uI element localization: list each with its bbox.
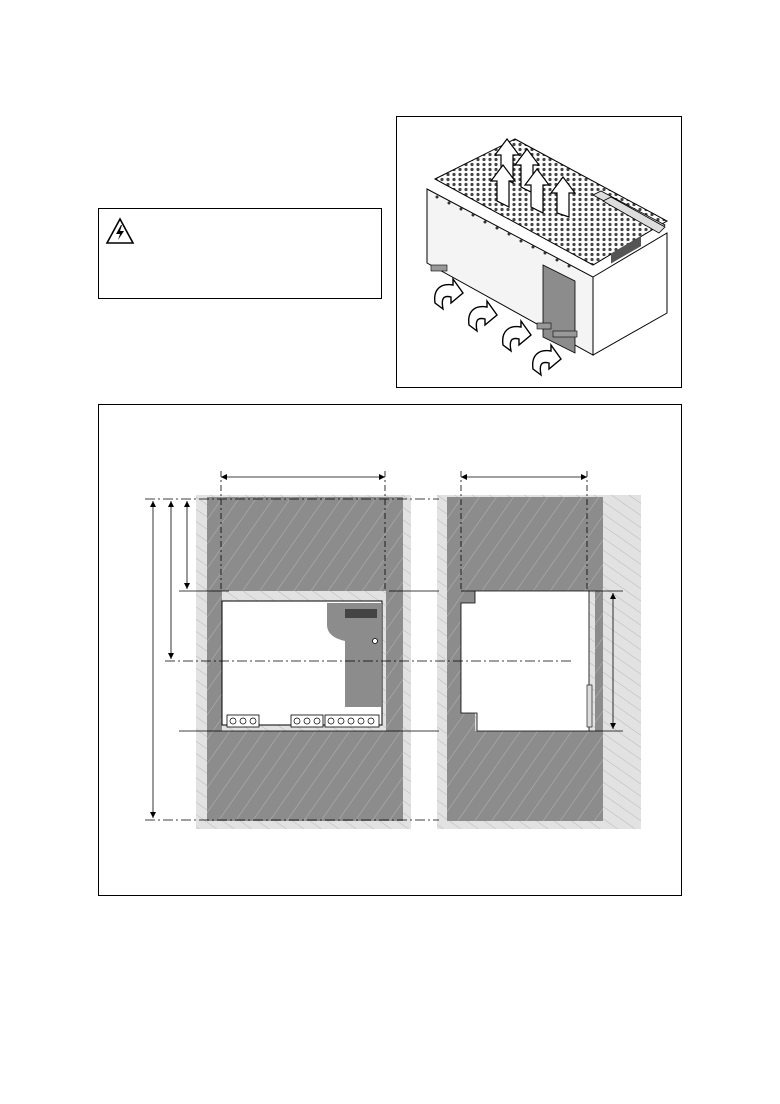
side-view [437, 495, 641, 829]
device-airflow-illustration [396, 116, 682, 388]
mounting-clearance-drawing [98, 404, 682, 896]
clearance-diagram [99, 405, 682, 896]
electrical-hazard-icon [105, 217, 135, 245]
front-view [196, 495, 411, 829]
phoenix-contact-logo-icon [345, 609, 377, 618]
device-3d-drawing [397, 117, 682, 388]
warning-box [98, 208, 382, 299]
